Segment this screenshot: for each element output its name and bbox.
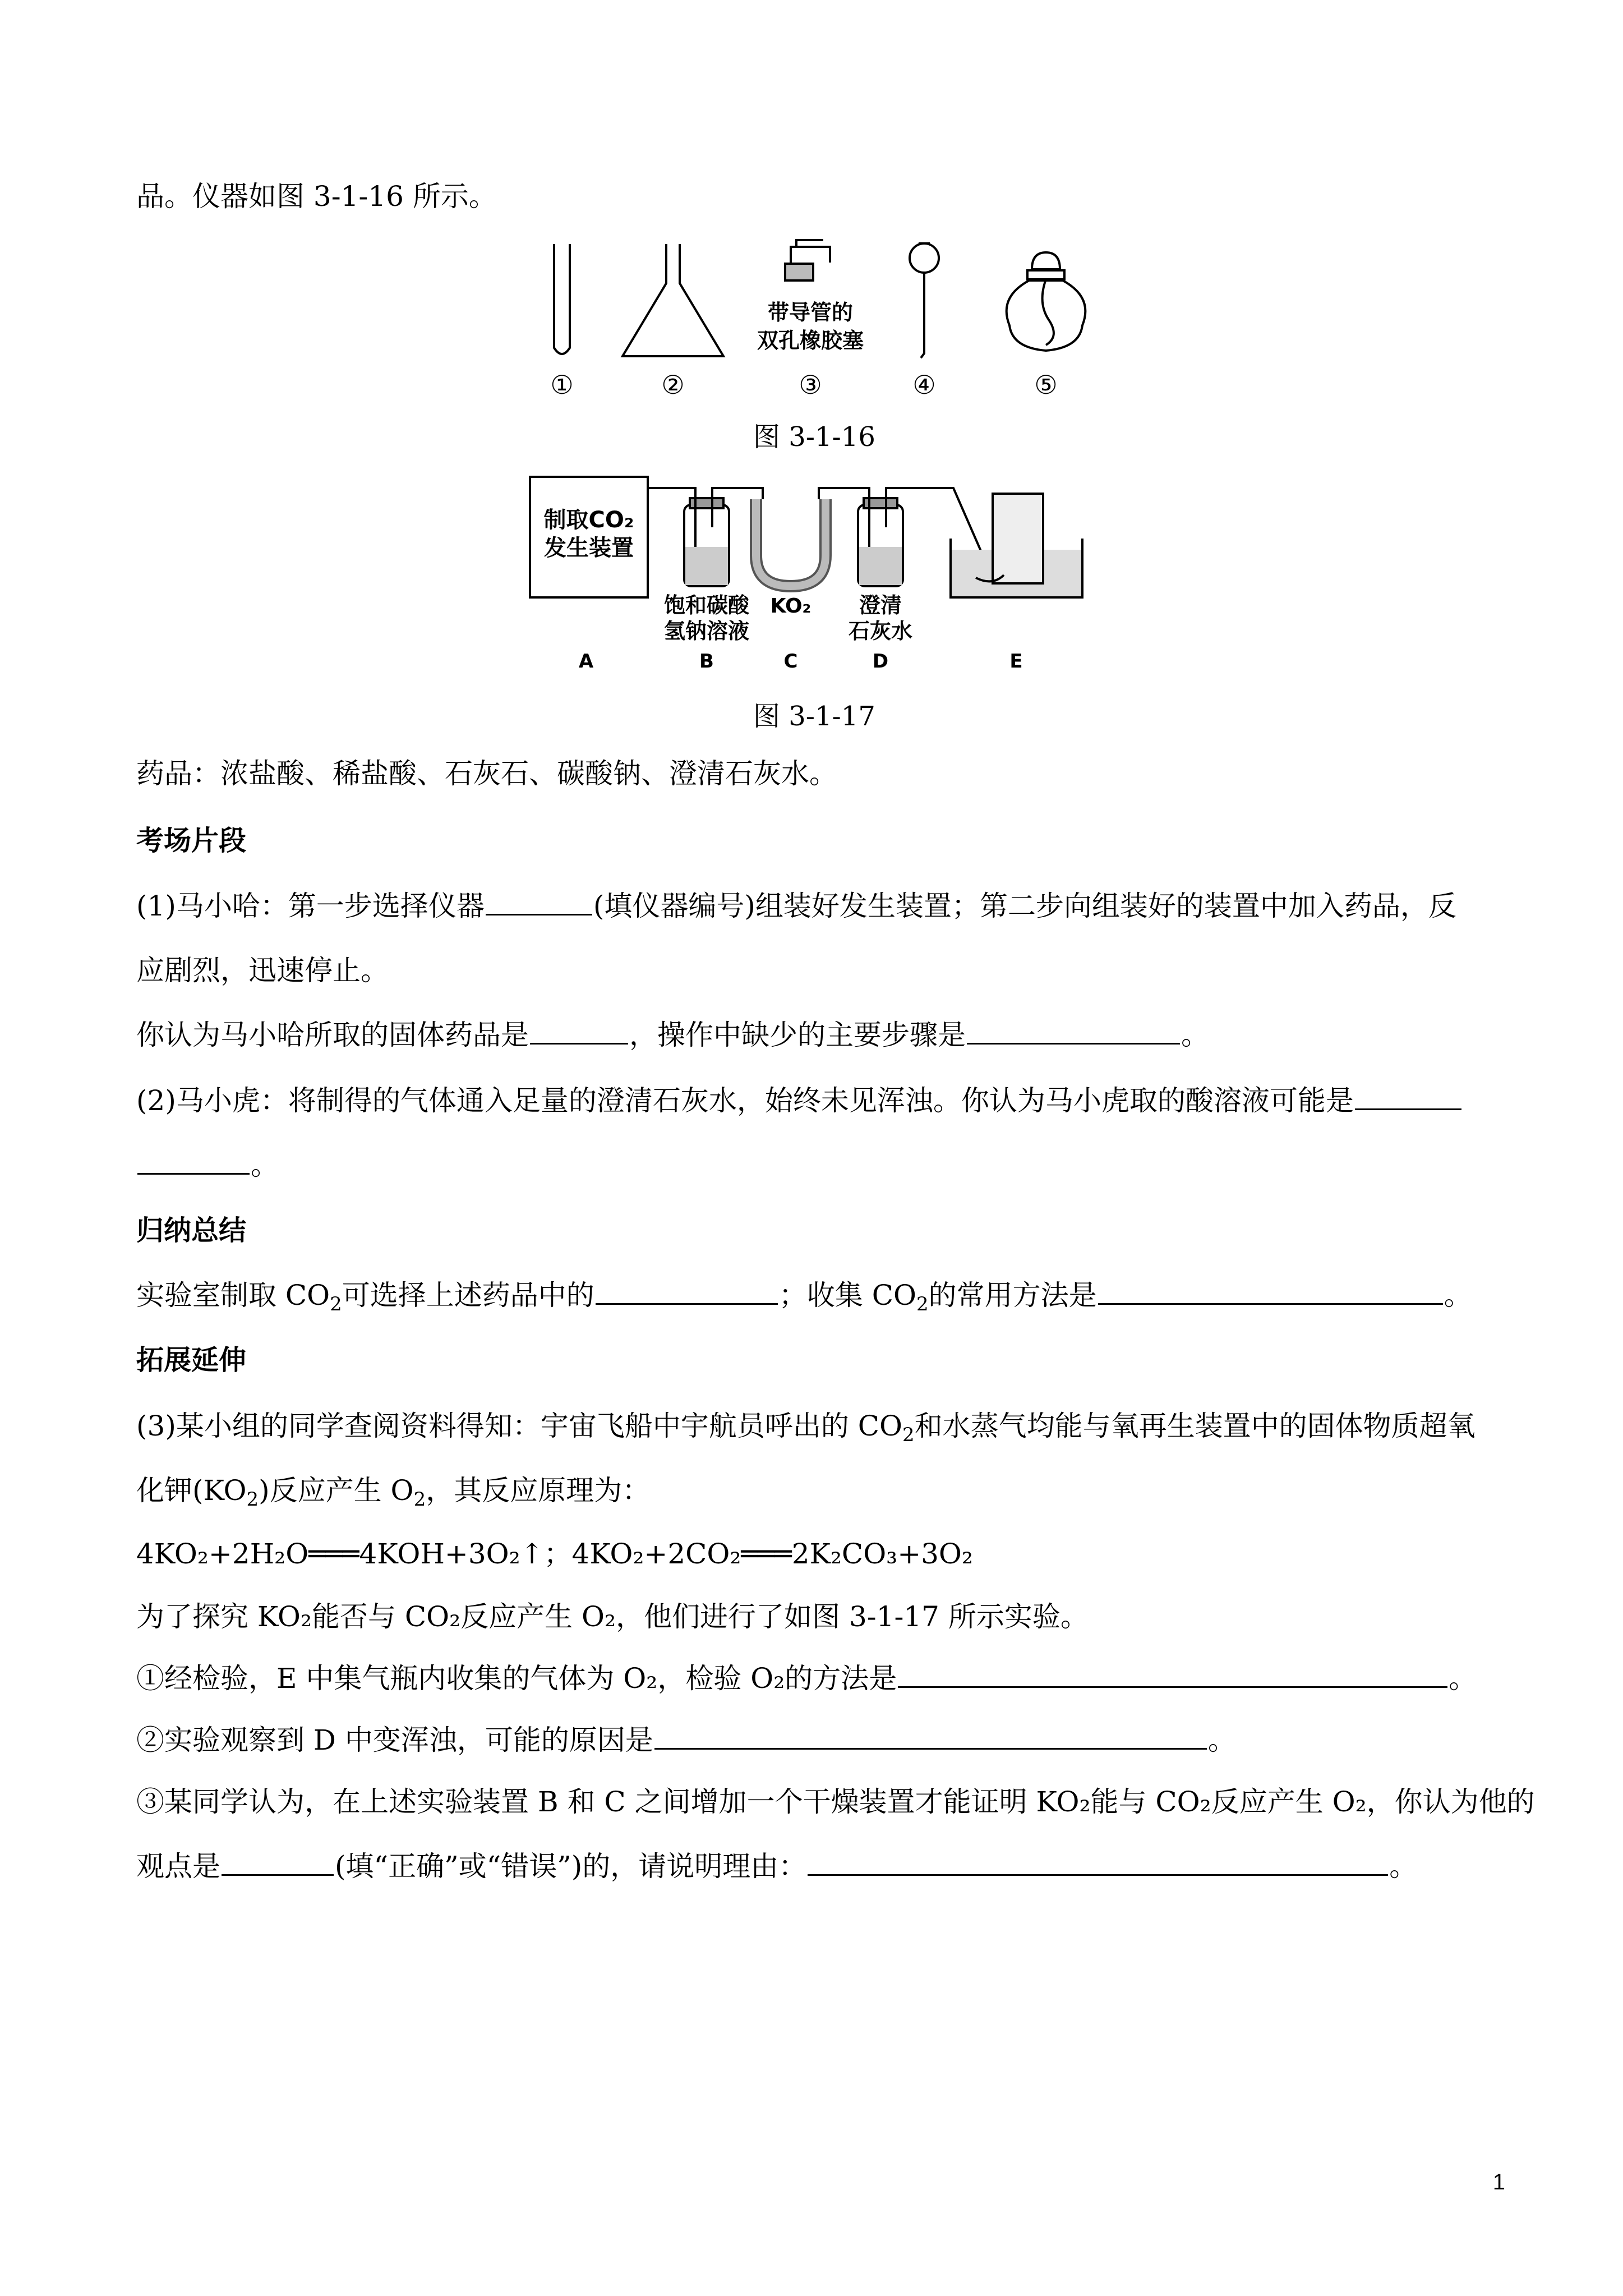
funnel-icon bbox=[910, 243, 939, 358]
question-1-line1: (1)马小哈：第一步选择仪器 (填仪器编号)组装好发生装置；第二步向组装好的装置中加入药品，反 bbox=[136, 888, 1456, 924]
answer-blank[interactable] bbox=[530, 1017, 628, 1045]
answer-blank[interactable] bbox=[486, 888, 592, 915]
answer-blank[interactable] bbox=[967, 1017, 1180, 1045]
instrument-number-4: ④ bbox=[912, 370, 936, 400]
bottle-d-icon bbox=[858, 498, 903, 586]
b-label-line2: 氢钠溶液 bbox=[663, 619, 750, 643]
conical-flask-icon bbox=[623, 244, 723, 356]
section-heading-exam: 考场片段 bbox=[136, 825, 247, 857]
test-tube-icon bbox=[554, 244, 570, 354]
question-1-line2: 应剧烈，迅速停止。 bbox=[136, 954, 389, 987]
answer-blank[interactable] bbox=[137, 1147, 250, 1175]
page-number: 1 bbox=[1492, 2170, 1505, 2194]
answer-blank[interactable] bbox=[654, 1722, 1207, 1750]
question-2-line1: (2)马小虎：将制得的气体通入足量的澄清石灰水，始终未见浑浊。你认为马小虎取的酸溶液可能是 bbox=[136, 1083, 1463, 1119]
letter-c: C bbox=[783, 650, 798, 673]
letter-a: A bbox=[578, 650, 594, 673]
letter-d: D bbox=[872, 650, 889, 673]
summary-line: 实验室制取 $CO_2$可选择上述药品中的 ；收集 $CO_2$的常用方法是 。 bbox=[136, 1277, 1472, 1313]
answer-blank[interactable] bbox=[808, 1848, 1388, 1876]
box-text-line2: 发生装置 bbox=[544, 535, 634, 561]
d-label-line2: 石灰水 bbox=[848, 619, 913, 643]
drugs-text: 药品：浓盐酸、稀盐酸、石灰石、碳酸钠、澄清石灰水。 bbox=[136, 757, 837, 790]
question-3-line1: (3)某小组的同学查阅资料得知：宇宙飞船中宇航员呼出的 $CO_2$和水蒸气均能与氧再生装置中的固体物质超氧 bbox=[136, 1410, 1476, 1446]
collection-trough-icon bbox=[951, 494, 1082, 597]
question-3-part3-line1: ③某同学认为，在上述实验装置 B 和 C 之间增加一个干燥装置才能证明 KO₂能与 CO₂反应产生 O₂，你认为他的 bbox=[136, 1786, 1535, 1818]
c-label: KO₂ bbox=[770, 595, 811, 618]
b-label-line1: 饱和碳酸 bbox=[663, 593, 750, 618]
u-tube-icon bbox=[756, 499, 826, 586]
letter-b: B bbox=[699, 650, 714, 673]
instrument-number-5: ⑤ bbox=[1034, 370, 1058, 400]
answer-blank[interactable] bbox=[222, 1848, 334, 1876]
figure-3-1-17-caption: 图 3-1-17 bbox=[753, 701, 875, 732]
question-2-line2: 。 bbox=[136, 1147, 279, 1183]
instrument-number-3: ③ bbox=[799, 370, 822, 400]
figure-3-1-17 bbox=[527, 466, 1110, 679]
box-text-line1: 制取CO₂ bbox=[543, 507, 634, 533]
question-3-part1: ①经检验，E 中集气瓶内收集的气体为 O₂，检验 O₂的方法是 。 bbox=[136, 1660, 1477, 1696]
answer-blank[interactable] bbox=[1355, 1083, 1461, 1110]
question-3-part3-line2: 观点是 (填“正确”或“错误”)的，请说明理由： 。 bbox=[136, 1848, 1417, 1884]
d-label-line1: 澄清 bbox=[859, 593, 902, 618]
rubber-stopper-icon bbox=[785, 240, 830, 280]
section-heading-summary: 归纳总结 bbox=[136, 1214, 247, 1246]
figure-3-1-16 bbox=[538, 236, 1105, 404]
stopper-label-line2: 双孔橡胶塞 bbox=[757, 328, 864, 353]
question-3-line2: 化钾$(KO_2)$反应产生 $O_2$，其反应原理为： bbox=[136, 1474, 651, 1511]
answer-blank[interactable] bbox=[898, 1660, 1447, 1688]
question-3-part2: ②实验观察到 D 中变浑浊，可能的原因是 。 bbox=[136, 1722, 1236, 1758]
letter-e: E bbox=[1009, 650, 1023, 673]
question-1-line3: 你认为马小哈所取的固体药品是 ，操作中缺少的主要步骤是 。 bbox=[136, 1017, 1209, 1053]
instrument-number-2: ② bbox=[661, 370, 685, 400]
figure-3-1-16-caption: 图 3-1-16 bbox=[753, 421, 875, 453]
question-3-intro: 为了探究 KO₂能否与 CO₂反应产生 O₂，他们进行了如图 3-1-17 所示实验。 bbox=[136, 1600, 1089, 1633]
reaction-equations: 4KO₂+2H₂O═══4KOH+3O₂↑；4KO₂+2CO₂═══2K₂CO₃+3O₂ bbox=[136, 1538, 973, 1570]
answer-blank[interactable] bbox=[1098, 1277, 1443, 1305]
bottle-b-icon bbox=[684, 498, 729, 586]
answer-blank[interactable] bbox=[596, 1277, 778, 1305]
alcohol-lamp-icon bbox=[1007, 252, 1086, 351]
stopper-label-line1: 带导管的 bbox=[767, 300, 854, 325]
section-heading-extension: 拓展延伸 bbox=[136, 1344, 247, 1376]
instrument-number-1: ① bbox=[550, 370, 574, 400]
intro-text: 品。仪器如图 3-1-16 所示。 bbox=[136, 180, 497, 213]
